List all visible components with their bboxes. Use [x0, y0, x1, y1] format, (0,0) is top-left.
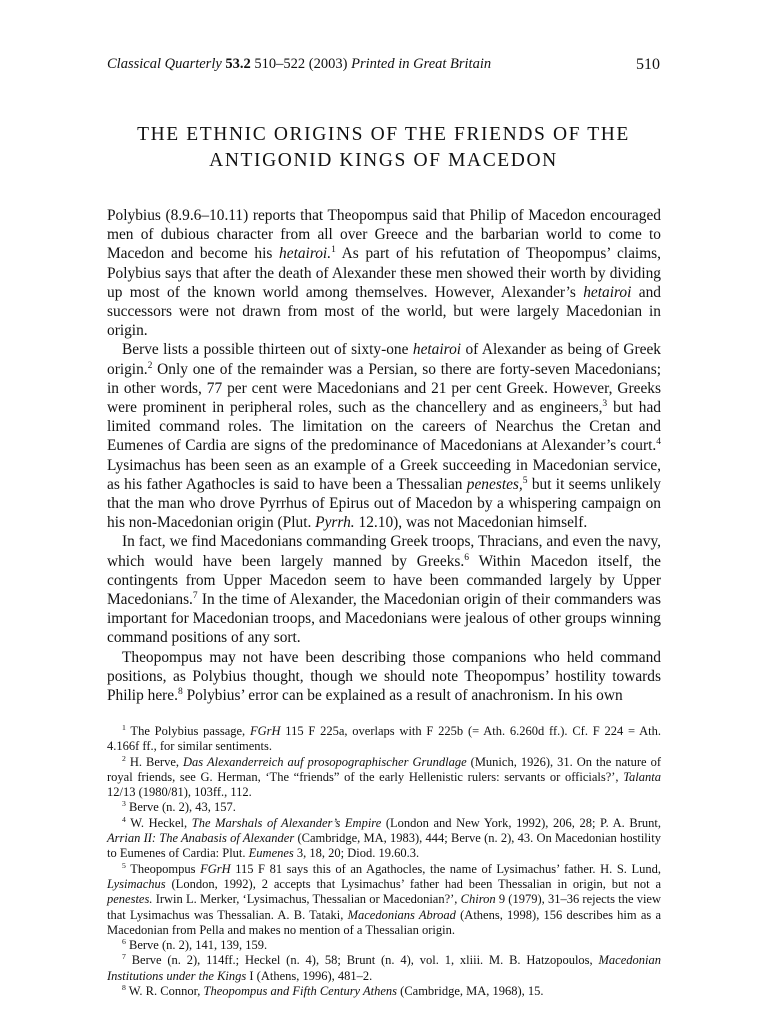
text-run: The Polybius passage,: [125, 724, 250, 738]
text-run: Polybius (8.9.6–10.11) reports that Theopompus said that Philip of Macedon encouraged men of dubious character from all over Greece and the barbarian world to come to Macedon and become his: [107, 207, 661, 263]
text-run: Within Macedon itself, the contingents from Upper Macedon seem to have been commanded largely by Upper Macedonians.: [107, 552, 661, 609]
footnote-number: 5: [122, 860, 126, 870]
footnote-1: [107, 724, 661, 755]
footnote-ref-4[interactable]: 4: [656, 436, 661, 448]
text-run: 9 (1979), 31–36 rejects the view that Lysimachus was Thessalian. A. B. Tataki,: [107, 892, 662, 922]
italic-term: Chiron: [460, 892, 496, 907]
italic-term: hetairoi: [412, 341, 462, 359]
footnote-number: 1: [122, 722, 126, 732]
italic-term: Arrian II: The Anabasis of Alexander: [107, 831, 295, 846]
text-run: Berve (n. 2), 43, 157.: [125, 800, 236, 815]
italic-term: Theopompus and Fifth Century Athens: [203, 984, 398, 999]
text-run: and successors were not drawn from most of the world, but were largely Macedonian in origin.: [107, 283, 661, 340]
footnotes: [107, 724, 661, 999]
text-run: but it seems unlikely that the man who drove Pyrrhus of Epirus out of Macedon by a whispering campaign on his non-Macedonian origin (Plut.: [107, 475, 661, 532]
text-run: 115 F 225a, overlaps with F 225b (= Ath. 6.260d ff.). Cf. F 224 = Ath. 4.166f ff., for similar sentiments.: [107, 724, 662, 754]
italic-term: hetairoi: [583, 283, 632, 301]
italic-term: hetairoi.: [279, 245, 332, 263]
body-paragraph-2: [107, 340, 661, 532]
article-body: [107, 206, 661, 705]
text-run: (Munich, 1926), 31. On the nature of royal friends, see G. Herman, ‘The “friends” of the early Hellenistic rulers: servants or officials?’,: [107, 754, 661, 784]
footnote-ref-7[interactable]: 7: [192, 589, 198, 601]
running-header: [107, 56, 660, 80]
text-run: Only one of the remainder was a Persian, so there are forty-seven Macedonians; in other words, 77 per cent were Macedonians and 21 per cent Greek. However, Greeks were prominent in peripheral roles, such as the chancellery and as engineers,: [107, 360, 661, 417]
page-number: 510: [636, 56, 660, 73]
body-paragraph-3: [107, 532, 661, 647]
text-run: Theopompus may not have been describing those companions who held command positions, as Polybius thought, though we should note Theopompus’ hostility towards Philip here.: [107, 648, 661, 705]
printed-note: Printed in Great Britain: [351, 56, 492, 72]
footnote-number: 8: [122, 982, 126, 992]
text-run: (London, 1992), 2 accepts that Lysimachus’ father had been Thessalian in origin, but not a: [165, 876, 661, 891]
text-run: 12.10), was not Macedonian himself.: [354, 514, 588, 532]
italic-term: Macedonians Abroad: [347, 907, 456, 922]
footnote-7: [107, 953, 661, 984]
text-run: 12/13 (1980/81), 103ff., 112.: [107, 785, 252, 800]
footnote-ref-6[interactable]: 6: [464, 551, 469, 563]
text-run: 3, 18, 20; Diod. 19.60.3.: [293, 846, 420, 861]
footnote-number: 6: [122, 937, 126, 946]
text-run: (Cambridge, MA, 1983), 444; Berve (n. 2), 43. On Macedonian hostility to Eumenes of Cardia: Plut.: [107, 831, 661, 861]
footnote-ref-5[interactable]: 5: [522, 474, 528, 486]
text-run: Lysimachus has been seen as an example of a Greek succeeding in Macedonian service, as his father Agathocles is said to have been a Thessalian: [107, 456, 661, 493]
text-run: 115 F 81 says this of an Agathocles, the name of Lysimachus’ father. H. S. Lund,: [230, 861, 661, 876]
italic-term: Eumenes: [248, 846, 294, 861]
footnote-3: [107, 800, 661, 815]
text-run: Berve (n. 2), 141, 139, 159.: [125, 938, 268, 953]
footnote-number: 3: [122, 799, 126, 809]
footnote-4: [107, 816, 661, 862]
journal-pages: 510–522 (2003): [250, 56, 352, 72]
article-title: [107, 122, 660, 174]
italic-term: The Marshals of Alexander’s Empire: [191, 815, 382, 830]
italic-term: Macedonian Institutions under the Kings: [107, 953, 661, 983]
text-run: (London and New York, 1992), 206, 28; P. A. Brunt,: [381, 815, 661, 830]
text-run: Polybius’ error can be explained as a result of anachronism. In his own: [182, 687, 623, 705]
italic-term: FGrH: [200, 861, 231, 876]
title-line-2: ANTIGONID KINGS OF MACEDON: [209, 150, 558, 171]
journal-volume: 53.2: [225, 56, 251, 72]
italic-term: penestes.: [107, 892, 153, 907]
footnote-5: [107, 862, 661, 938]
text-run: of Alexander as being of Greek origin.: [107, 341, 661, 378]
text-run: I (Athens, 1996), 481–2.: [246, 968, 373, 983]
italic-term: Pyrrh.: [315, 514, 355, 532]
body-paragraph-1: [107, 206, 661, 340]
footnote-number: 4: [122, 814, 126, 824]
journal-citation: [107, 56, 491, 73]
text-run: W. R. Connor,: [125, 984, 204, 999]
italic-term: Lysimachus: [107, 876, 166, 891]
text-run: but had limited command roles. The limitation on the careers of Nearchus the Cretan and Eumenes of Cardia are signs of the predominance of Macedonians at Alexander’s court.: [107, 399, 661, 455]
text-run: Berve lists a possible thirteen out of sixty-one: [122, 341, 413, 359]
text-run: W. Heckel,: [125, 815, 192, 830]
text-run: Theopompus: [125, 861, 201, 876]
italic-term: Das Alexanderreich auf prosopographischer Grundlage: [183, 754, 467, 769]
journal-name: Classical Quarterly: [107, 56, 222, 72]
italic-term: FGrH: [249, 724, 281, 738]
footnote-number: 2: [122, 753, 126, 763]
footnote-8: [107, 984, 661, 999]
footnote-ref-1[interactable]: 1: [331, 244, 336, 256]
footnote-ref-2[interactable]: 2: [147, 359, 153, 371]
text-run: Berve (n. 2), 114ff.; Heckel (n. 4), 58; Brunt (n. 4), vol. 1, xliii. M. B. Hatzopoulos,: [125, 953, 599, 968]
text-run: (Cambridge, MA, 1968), 15.: [397, 984, 544, 999]
footnote-ref-8[interactable]: 8: [177, 685, 183, 697]
footnote-6: [107, 938, 661, 953]
title-line-1: THE ETHNIC ORIGINS OF THE FRIENDS OF THE: [137, 124, 630, 145]
text-run: In fact, we find Macedonians commanding Greek troops, Thracians, and even the navy, which would have been largely manned by Greeks.: [107, 533, 661, 570]
italic-term: Talanta: [623, 769, 661, 784]
italic-term: penestes,: [466, 475, 523, 493]
text-run: Irwin L. Merker, ‘Lysimachus, Thessalian or Macedonian?’,: [152, 892, 461, 907]
footnote-2: [107, 755, 661, 801]
text-run: As part of his refutation of Theopompus’ claims, Polybius says that after the death of Alexander these men showed their worth by dividing up most of the known world among themselves. However, Alexander’s: [107, 245, 661, 301]
text-run: H. Berve,: [125, 754, 184, 769]
text-run: In the time of Alexander, the Macedonian origin of their commanders was important for Macedonian troops, and Macedonians were jealous of other groups winning command positions of any sort.: [107, 591, 661, 647]
footnote-ref-3[interactable]: 3: [602, 397, 608, 409]
text-run: (Athens, 1998), 156 describes him as a Macedonian from Pella and makes no mention of a Thessalian origin.: [107, 907, 661, 937]
footnote-number: 7: [122, 952, 126, 962]
body-paragraph-4: [107, 648, 661, 706]
